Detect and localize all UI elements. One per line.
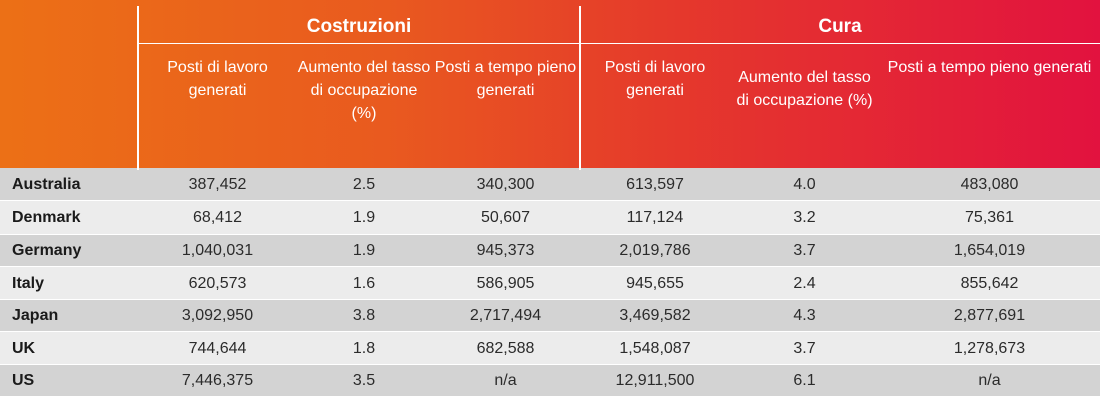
group-header-costruzioni: Costruzioni — [138, 6, 580, 44]
cell-value: 3.5 — [352, 371, 376, 389]
cell-value: 4.0 — [793, 175, 816, 193]
row-country: Denmark — [12, 209, 81, 226]
column-header-fulltime-jobs-construction: Posti a tempo pieno generati — [434, 59, 577, 99]
cell-value: 586,905 — [476, 274, 535, 292]
header-divider — [137, 6, 139, 170]
cell-value: 3.2 — [793, 209, 816, 226]
column-header-fulltime-jobs-care: Posti a tempo pieno generati — [887, 59, 1092, 76]
cell-value: 1.6 — [352, 274, 376, 292]
cell-value: 1,654,019 — [953, 242, 1026, 259]
cell-value: 483,080 — [960, 175, 1019, 193]
row-country: Germany — [12, 242, 82, 259]
cell-value: 945,655 — [626, 274, 684, 292]
row-country: Australia — [12, 175, 81, 193]
cell-value: n/a — [494, 371, 517, 389]
cell-value: 2.4 — [793, 274, 816, 292]
cell-value: 2,019,786 — [619, 242, 691, 259]
cell-value: 1,548,087 — [619, 339, 691, 357]
cell-value: 744,644 — [188, 339, 247, 357]
cell-value: 340,300 — [476, 175, 535, 193]
cell-value: 1.9 — [352, 242, 376, 259]
cell-value: 620,573 — [188, 274, 247, 292]
cell-value: 3,092,950 — [181, 307, 254, 324]
row-country: US — [12, 371, 35, 389]
cell-value: 12,911,500 — [615, 371, 695, 389]
column-header-employment-rate-construction: Aumento del tasso di occupazione (%) — [297, 59, 431, 122]
cell-value: 1.8 — [352, 339, 376, 357]
cell-value: 613,597 — [626, 175, 684, 193]
cell-value: 855,642 — [960, 274, 1019, 292]
cell-value: 682,588 — [476, 339, 535, 357]
cell-value: 387,452 — [188, 175, 247, 193]
cell-value: 117,124 — [626, 209, 684, 226]
column-header-jobs-created-care: Posti di lavoro generati — [604, 59, 706, 99]
cell-value: 6.1 — [793, 371, 816, 389]
cell-value: 7,446,375 — [181, 371, 254, 389]
cell-value: 1.9 — [352, 209, 376, 226]
cell-value: 945,373 — [476, 242, 535, 259]
header-divider — [579, 6, 581, 170]
cell-value: 3.7 — [793, 339, 816, 357]
cell-value: 75,361 — [965, 209, 1014, 226]
cell-value: 1,040,031 — [181, 242, 254, 259]
column-header-jobs-created-construction: Posti di lavoro generati — [167, 59, 268, 99]
cell-value: 3.8 — [352, 307, 376, 324]
cell-value: 2.5 — [352, 175, 376, 193]
column-header-employment-rate-care: Aumento del tasso di occupazione (%) — [736, 69, 873, 109]
cell-value: n/a — [978, 371, 1001, 389]
cell-value: 2,717,494 — [469, 307, 542, 324]
cell-value: 68,412 — [193, 209, 242, 226]
cell-value: 3.7 — [793, 242, 816, 259]
cell-value: 1,278,673 — [953, 339, 1026, 357]
row-country: Japan — [12, 307, 59, 324]
row-country: UK — [12, 339, 36, 357]
row-country: Italy — [12, 274, 45, 292]
cell-value: 4.3 — [793, 307, 816, 324]
cell-value: 2,877,691 — [953, 307, 1026, 324]
group-header-cura: Cura — [580, 6, 1100, 44]
cell-value: 50,607 — [481, 209, 530, 226]
cell-value: 3,469,582 — [619, 307, 691, 324]
